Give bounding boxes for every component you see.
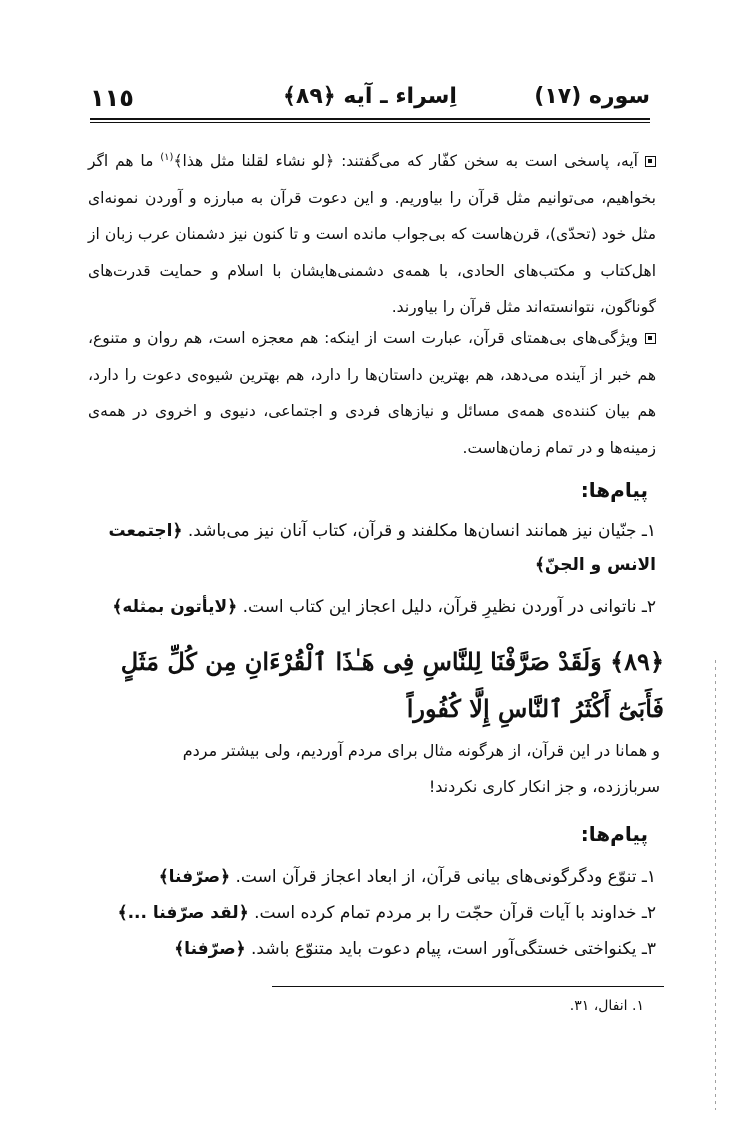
note-2-text: ویژگی‌های بی‌همتای قرآن، عبارت است از اینکه: هم معجزه است، هم روان و متنوع، هم خبر از آینده می‌دهد، هم بهترین داستان‌ها را دارد، هم بهترین شیوه‌ی دعوت را دارد، هم بیان کننده‌ی همه‌ی مسائل و نیازهای فردی و اجتماعی، دنیوی و اخروی در همه‌ی زمینه‌ها و در تمام زمان‌هاست. <box>88 329 656 457</box>
message-quote: ﴿لایأتون بمثله﴾ <box>112 597 238 617</box>
message-quote: ﴿لقد صرّفنا ...﴾ <box>117 903 249 923</box>
page-number: ١١٥ <box>90 84 134 112</box>
header-rule <box>90 118 650 120</box>
square-bullet-icon <box>645 156 656 167</box>
surah-label: سوره (١٧) <box>534 84 650 109</box>
note-paragraph-2 <box>88 320 656 466</box>
note-1-text-end: ما هم اگر بخواهیم، می‌توانیم مثل قرآن را بیاوریم. و این دعوت قرآن به مبارزه و آوردن نمونه‌ای مثل خود (تحدّی)، قرن‌هاست که بی‌جواب مانده است و تا کنون نیز دشمنان عرب زبان از اهل‌کتاب و مکتب‌های الحادی، با همه‌ی دشمنی‌هایشان با اسلام و حمایت قدرت‌های گوناگون، نتوانسته‌اند مثل قرآن را بیاورند. <box>88 152 656 317</box>
page-header-title: اِسراء ـ آیه ﴿٨٩﴾ <box>283 84 457 109</box>
quran-verse: ﴿٨٩﴾ وَلَقَدْ صَرَّفْنَا لِلنَّاسِ فِى هَـٰذَا ٱلْقُرْءَانِ مِن كُلِّ مَثَلٍ فَأَبَىٰٓ أَكْثَرُ ٱلنَّاسِ إِلَّا كُفُوراً <box>120 647 664 723</box>
message-quote: ﴿اجتمعت الانس و الجنّ﴾ <box>108 521 656 575</box>
square-bullet-icon <box>645 333 656 344</box>
message-item <box>80 860 656 894</box>
message-text: ٢ـ خداوند با آیات قرآن حجّت را بر مردم تمام کرده است. <box>254 903 656 923</box>
message-item <box>80 590 656 624</box>
scan-edge <box>715 660 716 1110</box>
message-text: ٣ـ یکنواختی خستگی‌آور است، پیام دعوت باید متنوّع باشد. <box>251 939 656 959</box>
message-text: ١ـ جنّیان نیز همانند انسان‌ها مکلفند و قرآن، کتاب آنان نیز می‌باشد. <box>187 521 656 541</box>
message-text: ٢ـ ناتوانی در آوردن نظیرِ قرآن، دلیل اعجاز این کتاب است. <box>242 597 656 617</box>
note-1-text-start: آیه، پاسخی است به سخن کفّار که می‌گفتند: ﴿لو نشاء لقلنا مثل هذا﴾ <box>173 152 638 171</box>
header-rule-thin <box>90 122 650 123</box>
message-item <box>80 896 656 930</box>
messages-heading: پیام‌ها: <box>580 478 648 502</box>
messages-heading: پیام‌ها: <box>580 822 648 846</box>
message-text: ١ـ تنوّع ودگرگونی‌های بیانی قرآن، از ابعاد اعجاز قرآن است. <box>235 867 656 887</box>
message-item <box>80 932 656 966</box>
footnote-reference: (١) <box>160 152 174 163</box>
verse-translation: و همانا در این قرآن، از هرگونه مثال برای مردم آوردیم، ولی بیشتر مردم سرباززده، و جز انکار کاری نکردند! <box>182 741 660 796</box>
note-paragraph-1 <box>88 140 656 326</box>
footnote-rule <box>272 986 664 987</box>
message-quote: ﴿صرّفنا﴾ <box>174 939 246 959</box>
footnote: ١. انفال، ٣١. <box>569 998 644 1014</box>
message-item <box>80 514 656 582</box>
message-quote: ﴿صرّفنا﴾ <box>158 867 231 887</box>
